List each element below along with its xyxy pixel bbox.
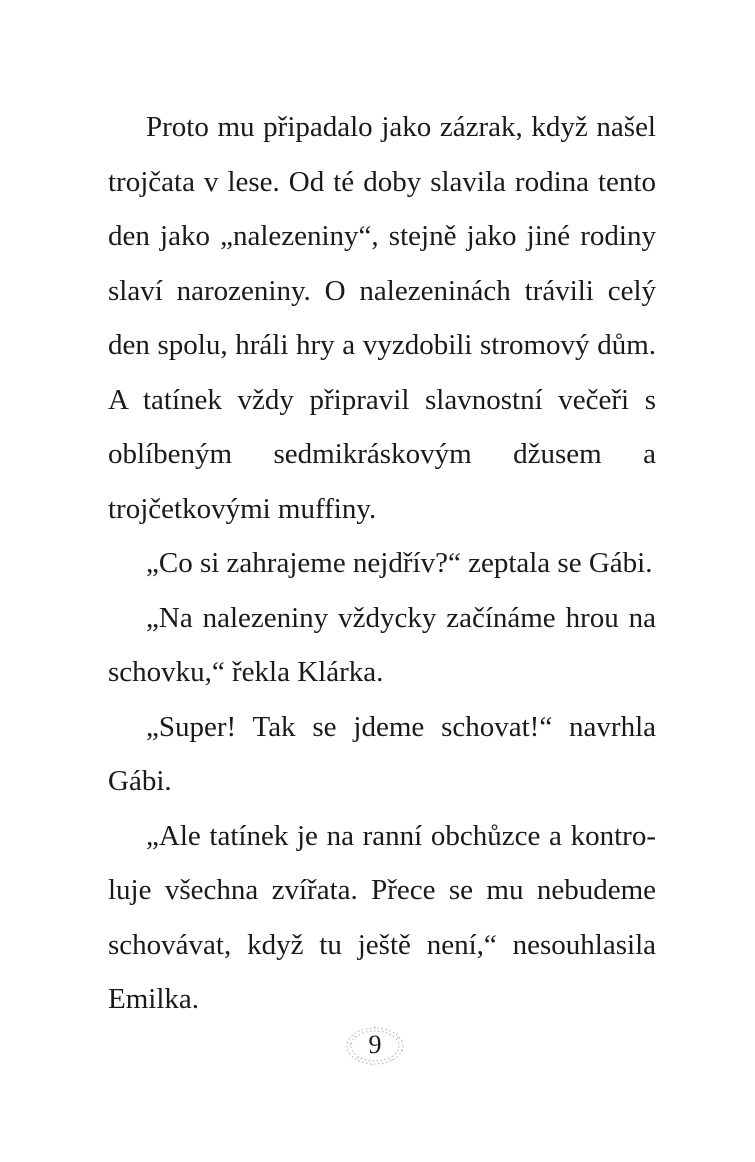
body-text	[108, 100, 656, 1027]
paragraph: Proto mu připadalo jako zázrak, když našel trojčata v lese. Od té doby slavila rodina tento den jako „nalezeniny“, stejně jako jiné rodiny slaví narozeniny. O nalezeninách trávili celý den spolu, hráli hry a vyzdobili stromový dům. A tatínek vždy připravil slavnostní večeři s oblíbeným sedmikráskovým džusem a trojčetkovými muffiny.	[108, 111, 656, 525]
page-number: 9	[368, 1030, 382, 1059]
paragraph: „Na nalezeniny vždycky začínáme hrou na schovku,“ řekla Klárka.	[108, 601, 656, 688]
paragraph: „Co si zahrajeme nejdřív?“ zeptala se Gábi.	[146, 547, 653, 579]
page-number-badge	[342, 1022, 408, 1070]
paragraph: „Super! Tak se jdeme schovat!“ navrhla Gábi.	[108, 710, 656, 797]
paragraph: „Ale tatínek je na ranní obchůzce a kontroluje všechna zvířata. Přece se mu nebudeme schovávat, když tu ještě není,“ nesouhlasila Emilka.	[108, 819, 656, 1015]
